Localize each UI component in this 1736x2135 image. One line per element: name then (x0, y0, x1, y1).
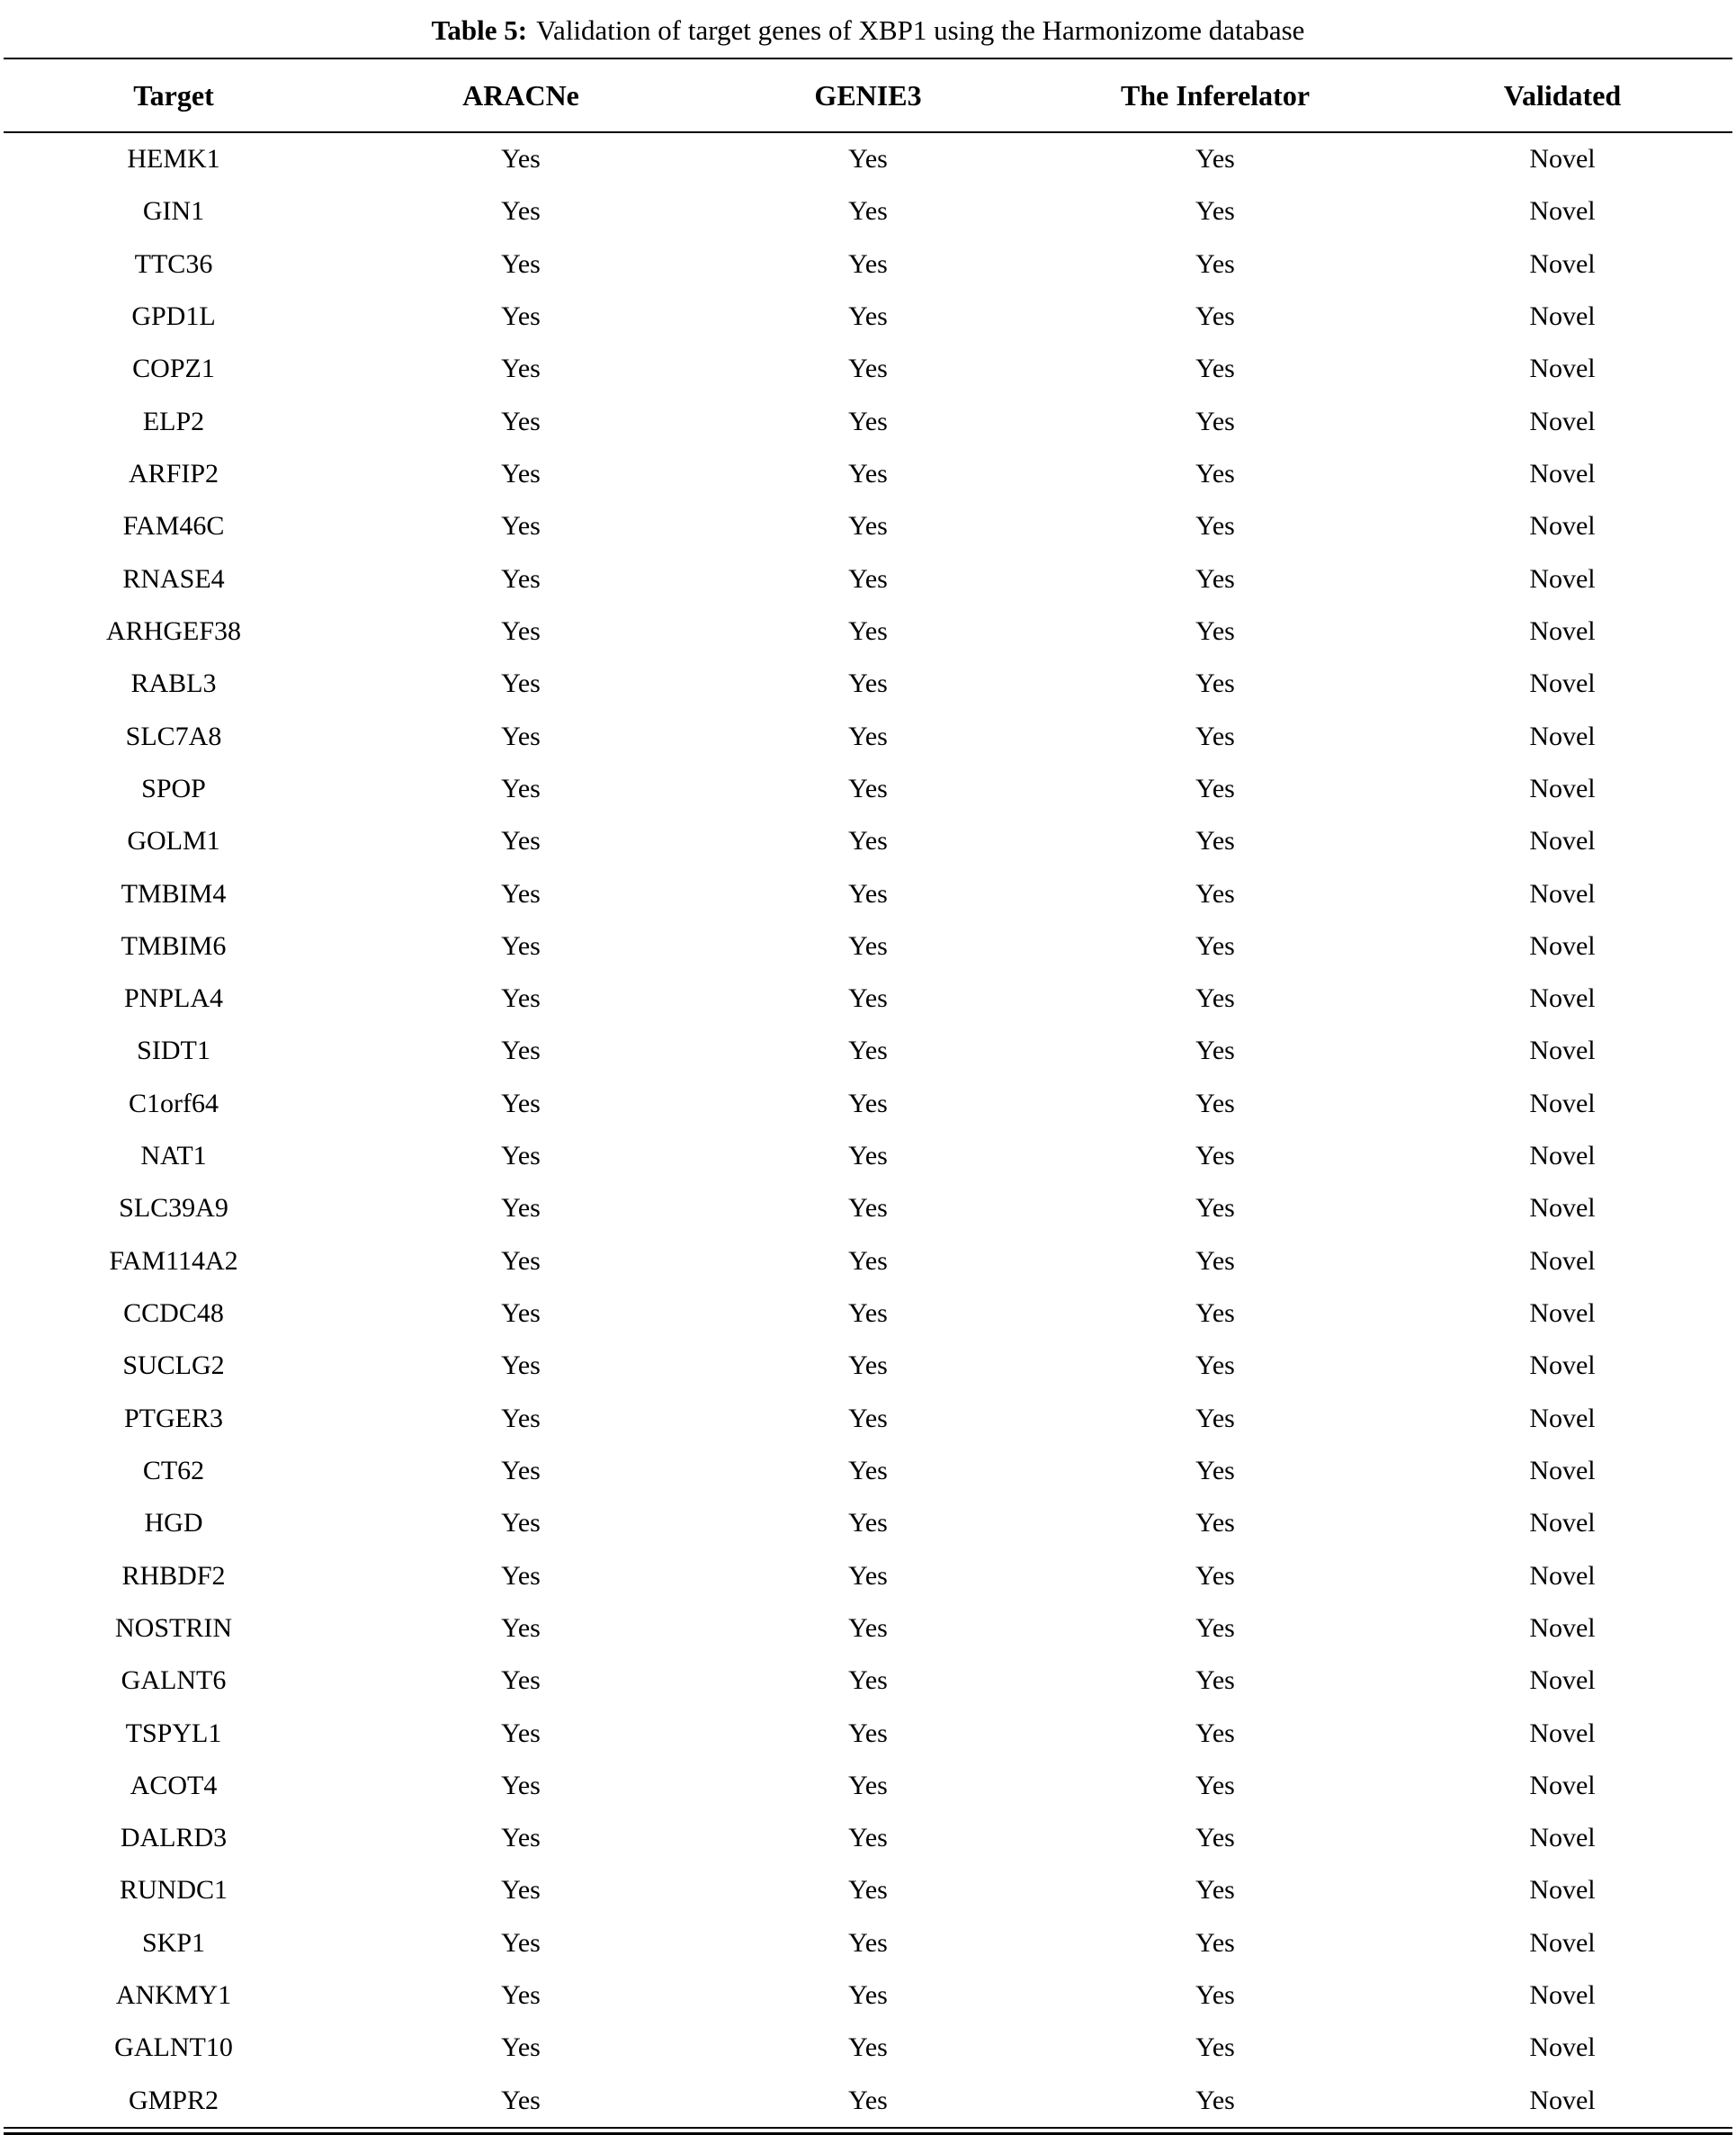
value-cell: Yes (1195, 1875, 1235, 1906)
table-row (0, 1025, 1736, 1077)
value-cell: Yes (501, 1245, 541, 1276)
value-cell: Yes (501, 144, 541, 175)
gene-name-cell: ARHGEF38 (105, 615, 241, 646)
value-cell: Yes (848, 1770, 888, 1800)
table-row (0, 1287, 1736, 1340)
value-cell: Yes (848, 1193, 888, 1224)
gene-name-cell: FAM46C (122, 511, 225, 542)
table-row (0, 2022, 1736, 2074)
value-cell: Yes (501, 773, 541, 803)
value-cell: Yes (1195, 878, 1235, 909)
value-cell: Yes (1195, 983, 1235, 1014)
value-cell: Yes (1195, 2085, 1235, 2115)
value-cell: Novel (1529, 1245, 1596, 1276)
value-cell: Yes (848, 248, 888, 279)
gene-name-cell: CCDC48 (123, 1298, 224, 1329)
table-row (0, 1917, 1736, 1969)
table-row (0, 867, 1736, 919)
gene-name-cell: GALNT10 (114, 2032, 233, 2063)
table-header-row (0, 59, 1736, 131)
value-cell: Novel (1529, 2085, 1596, 2115)
value-cell: Yes (848, 1088, 888, 1118)
table-row (0, 1707, 1736, 1759)
value-cell: Yes (848, 1560, 888, 1591)
value-cell: Yes (501, 301, 541, 332)
value-cell: Yes (501, 1298, 541, 1329)
gene-name-cell: SUCLG2 (122, 1350, 225, 1381)
value-cell: Yes (848, 983, 888, 1014)
value-cell: Yes (501, 459, 541, 489)
value-cell: Yes (848, 1612, 888, 1643)
table-row (0, 973, 1736, 1025)
gene-name-cell: ELP2 (142, 406, 205, 436)
value-cell: Yes (501, 1927, 541, 1958)
table-row (0, 920, 1736, 973)
table-row (0, 1182, 1736, 1234)
value-cell: Yes (1195, 826, 1235, 857)
column-header-validated: Validated (1503, 78, 1622, 112)
value-cell: Yes (848, 2032, 888, 2063)
value-cell: Yes (1195, 511, 1235, 542)
value-cell: Yes (848, 615, 888, 646)
table-row (0, 238, 1736, 291)
caption-text: Validation of target genes of XBP1 using the Harmonizome database (536, 14, 1305, 46)
value-cell: Novel (1529, 511, 1596, 542)
value-cell: Novel (1529, 983, 1596, 1014)
value-cell: Yes (501, 1718, 541, 1748)
value-cell: Yes (1195, 1245, 1235, 1276)
value-cell: Yes (501, 1560, 541, 1591)
table-row (0, 396, 1736, 448)
value-cell: Yes (501, 1875, 541, 1906)
value-cell: Yes (1195, 1927, 1235, 1958)
table-body (0, 133, 1736, 2127)
value-cell: Novel (1529, 1665, 1596, 1696)
table-row (0, 1602, 1736, 1655)
gene-name-cell: RUNDC1 (119, 1875, 228, 1906)
table-row (0, 448, 1736, 500)
gene-name-cell: DALRD3 (120, 1823, 228, 1853)
value-cell: Yes (501, 1036, 541, 1066)
value-cell: Yes (1195, 1036, 1235, 1066)
value-cell: Yes (501, 668, 541, 699)
value-cell: Yes (1195, 1298, 1235, 1329)
value-cell: Yes (501, 983, 541, 1014)
gene-name-cell: TTC36 (134, 248, 213, 279)
table-row (0, 291, 1736, 343)
value-cell: Yes (848, 668, 888, 699)
value-cell: Novel (1529, 459, 1596, 489)
value-cell: Yes (501, 1823, 541, 1853)
value-cell: Yes (848, 1823, 888, 1853)
value-cell: Novel (1529, 354, 1596, 384)
gene-name-cell: SLC7A8 (125, 721, 222, 751)
value-cell: Yes (1195, 1403, 1235, 1433)
value-cell: Yes (848, 878, 888, 909)
gene-name-cell: SLC39A9 (119, 1193, 228, 1224)
gene-name-cell: ACOT4 (130, 1770, 218, 1800)
value-cell: Novel (1529, 2032, 1596, 2063)
value-cell: Yes (501, 354, 541, 384)
table-row (0, 658, 1736, 710)
value-cell: Yes (848, 1980, 888, 2011)
value-cell: Yes (848, 2085, 888, 2115)
value-cell: Yes (501, 1612, 541, 1643)
table-row (0, 500, 1736, 552)
value-cell: Yes (1195, 248, 1235, 279)
gene-name-cell: C1orf64 (129, 1088, 219, 1118)
value-cell: Yes (501, 248, 541, 279)
value-cell: Novel (1529, 1718, 1596, 1748)
gene-name-cell: TMBIM6 (121, 930, 227, 961)
value-cell: Yes (501, 1350, 541, 1381)
value-cell: Novel (1529, 1508, 1596, 1538)
table-row (0, 606, 1736, 658)
value-cell: Yes (1195, 354, 1235, 384)
value-cell: Yes (1195, 2032, 1235, 2063)
value-cell: Yes (501, 930, 541, 961)
value-cell: Yes (501, 1193, 541, 1224)
table-row (0, 815, 1736, 867)
gene-name-cell: HGD (144, 1508, 203, 1538)
value-cell: Yes (1195, 1350, 1235, 1381)
value-cell: Novel (1529, 406, 1596, 436)
value-cell: Novel (1529, 1612, 1596, 1643)
table-row (0, 1078, 1736, 1130)
table-row (0, 763, 1736, 815)
value-cell: Yes (848, 406, 888, 436)
value-cell: Novel (1529, 1560, 1596, 1591)
value-cell: Yes (501, 1665, 541, 1696)
value-cell: Yes (501, 563, 541, 594)
value-cell: Yes (501, 2085, 541, 2115)
table-row (0, 1549, 1736, 1601)
gene-name-cell: PNPLA4 (123, 983, 224, 1014)
table-caption (0, 0, 1736, 58)
value-cell: Yes (1195, 1088, 1235, 1118)
table-row (0, 1130, 1736, 1182)
gene-name-cell: COPZ1 (132, 354, 215, 384)
value-cell: Yes (1195, 721, 1235, 751)
value-cell: Yes (848, 511, 888, 542)
gene-name-cell: GOLM1 (127, 826, 220, 857)
value-cell: Yes (848, 1403, 888, 1433)
value-cell: Yes (848, 1141, 888, 1171)
table-row (0, 133, 1736, 185)
gene-name-cell: NOSTRIN (114, 1612, 232, 1643)
value-cell: Novel (1529, 301, 1596, 332)
table-row (0, 1864, 1736, 1916)
value-cell: Yes (848, 1665, 888, 1696)
value-cell: Yes (1195, 1980, 1235, 2011)
value-cell: Yes (1195, 1612, 1235, 1643)
value-cell: Yes (501, 721, 541, 751)
value-cell: Novel (1529, 1455, 1596, 1485)
value-cell: Yes (1195, 1665, 1235, 1696)
gene-name-cell: RABL3 (130, 668, 217, 699)
value-cell: Yes (501, 878, 541, 909)
table-row (0, 1445, 1736, 1497)
value-cell: Yes (1195, 773, 1235, 803)
value-cell: Yes (1195, 1770, 1235, 1800)
value-cell: Yes (1195, 668, 1235, 699)
column-header-target: Target (133, 78, 214, 112)
value-cell: Novel (1529, 878, 1596, 909)
value-cell: Yes (1195, 1141, 1235, 1171)
caption-label: Table 5: (431, 14, 528, 46)
value-cell: Yes (1195, 930, 1235, 961)
gene-name-cell: SIDT1 (137, 1036, 210, 1066)
table-row (0, 1812, 1736, 1864)
value-cell: Novel (1529, 1036, 1596, 1066)
table-row (0, 1760, 1736, 1812)
value-cell: Yes (1195, 615, 1235, 646)
value-cell: Novel (1529, 1141, 1596, 1171)
value-cell: Yes (501, 1141, 541, 1171)
value-cell: Novel (1529, 1875, 1596, 1906)
value-cell: Yes (501, 826, 541, 857)
gene-name-cell: SPOP (141, 773, 206, 803)
value-cell: Novel (1529, 1927, 1596, 1958)
column-header-inferelator: The Inferelator (1120, 78, 1311, 112)
value-cell: Yes (1195, 1455, 1235, 1485)
value-cell: Yes (848, 144, 888, 175)
value-cell: Novel (1529, 1823, 1596, 1853)
value-cell: Yes (1195, 563, 1235, 594)
gene-name-cell: CT62 (142, 1455, 205, 1485)
column-header-genie3: GENIE3 (814, 78, 922, 112)
value-cell: Yes (848, 1718, 888, 1748)
value-cell: Yes (848, 1036, 888, 1066)
value-cell: Novel (1529, 615, 1596, 646)
table-row (0, 1235, 1736, 1287)
value-cell: Novel (1529, 1298, 1596, 1329)
value-cell: Yes (1195, 196, 1235, 227)
gene-name-cell: TSPYL1 (125, 1718, 222, 1748)
value-cell: Yes (501, 615, 541, 646)
gene-name-cell: PTGER3 (123, 1403, 223, 1433)
gene-name-cell: RNASE4 (122, 563, 225, 594)
value-cell: Novel (1529, 1403, 1596, 1433)
value-cell: Yes (501, 1455, 541, 1485)
gene-name-cell: GALNT6 (121, 1665, 227, 1696)
gene-name-cell: FAM114A2 (109, 1245, 238, 1276)
value-cell: Novel (1529, 144, 1596, 175)
value-cell: Novel (1529, 1350, 1596, 1381)
table-row (0, 343, 1736, 395)
value-cell: Yes (848, 1245, 888, 1276)
table-row (0, 1655, 1736, 1707)
gene-name-cell: GMPR2 (128, 2085, 219, 2115)
gene-name-cell: ANKMY1 (115, 1980, 232, 2011)
value-cell: Yes (501, 406, 541, 436)
gene-name-cell: RHBDF2 (121, 1560, 226, 1591)
value-cell: Novel (1529, 930, 1596, 961)
value-cell: Yes (848, 563, 888, 594)
gene-name-cell: ARFIP2 (128, 459, 219, 489)
value-cell: Novel (1529, 668, 1596, 699)
value-cell: Yes (1195, 1560, 1235, 1591)
table-row (0, 1497, 1736, 1549)
value-cell: Yes (848, 930, 888, 961)
value-cell: Yes (848, 773, 888, 803)
gene-name-cell: TMBIM4 (121, 878, 227, 909)
value-cell: Yes (501, 196, 541, 227)
value-cell: Yes (501, 1508, 541, 1538)
value-cell: Yes (1195, 1718, 1235, 1748)
value-cell: Yes (848, 1875, 888, 1906)
value-cell: Yes (501, 1088, 541, 1118)
gene-name-cell: GIN1 (142, 196, 205, 227)
gene-name-cell: NAT1 (140, 1141, 207, 1171)
value-cell: Yes (848, 1455, 888, 1485)
gene-name-cell: SKP1 (141, 1927, 206, 1958)
table-row (0, 2075, 1736, 2127)
value-cell: Novel (1529, 826, 1596, 857)
value-cell: Novel (1529, 773, 1596, 803)
gene-name-cell: GPD1L (131, 301, 216, 332)
value-cell: Yes (848, 301, 888, 332)
value-cell: Yes (1195, 301, 1235, 332)
value-cell: Novel (1529, 1770, 1596, 1800)
value-cell: Novel (1529, 721, 1596, 751)
value-cell: Novel (1529, 248, 1596, 279)
value-cell: Novel (1529, 1088, 1596, 1118)
bottom-rule (4, 2127, 1732, 2135)
value-cell: Yes (848, 354, 888, 384)
table-row (0, 1969, 1736, 2022)
column-header-aracne: ARACNe (462, 78, 579, 112)
value-cell: Yes (848, 1508, 888, 1538)
value-cell: Yes (501, 1403, 541, 1433)
value-cell: Yes (848, 826, 888, 857)
value-cell: Yes (501, 1980, 541, 2011)
gene-name-cell: HEMK1 (127, 144, 220, 175)
value-cell: Yes (848, 1927, 888, 1958)
table-row (0, 1393, 1736, 1445)
table-row (0, 710, 1736, 762)
value-cell: Yes (1195, 1193, 1235, 1224)
value-cell: Novel (1529, 196, 1596, 227)
table-row (0, 1340, 1736, 1392)
value-cell: Yes (848, 1298, 888, 1329)
value-cell: Novel (1529, 563, 1596, 594)
value-cell: Yes (848, 459, 888, 489)
value-cell: Yes (848, 721, 888, 751)
value-cell: Novel (1529, 1980, 1596, 2011)
value-cell: Novel (1529, 1193, 1596, 1224)
value-cell: Yes (501, 511, 541, 542)
table-row (0, 185, 1736, 238)
value-cell: Yes (1195, 144, 1235, 175)
value-cell: Yes (501, 1770, 541, 1800)
value-cell: Yes (1195, 459, 1235, 489)
value-cell: Yes (848, 1350, 888, 1381)
value-cell: Yes (1195, 1508, 1235, 1538)
value-cell: Yes (1195, 1823, 1235, 1853)
value-cell: Yes (1195, 406, 1235, 436)
table-row (0, 553, 1736, 606)
value-cell: Yes (501, 2032, 541, 2063)
value-cell: Yes (848, 196, 888, 227)
